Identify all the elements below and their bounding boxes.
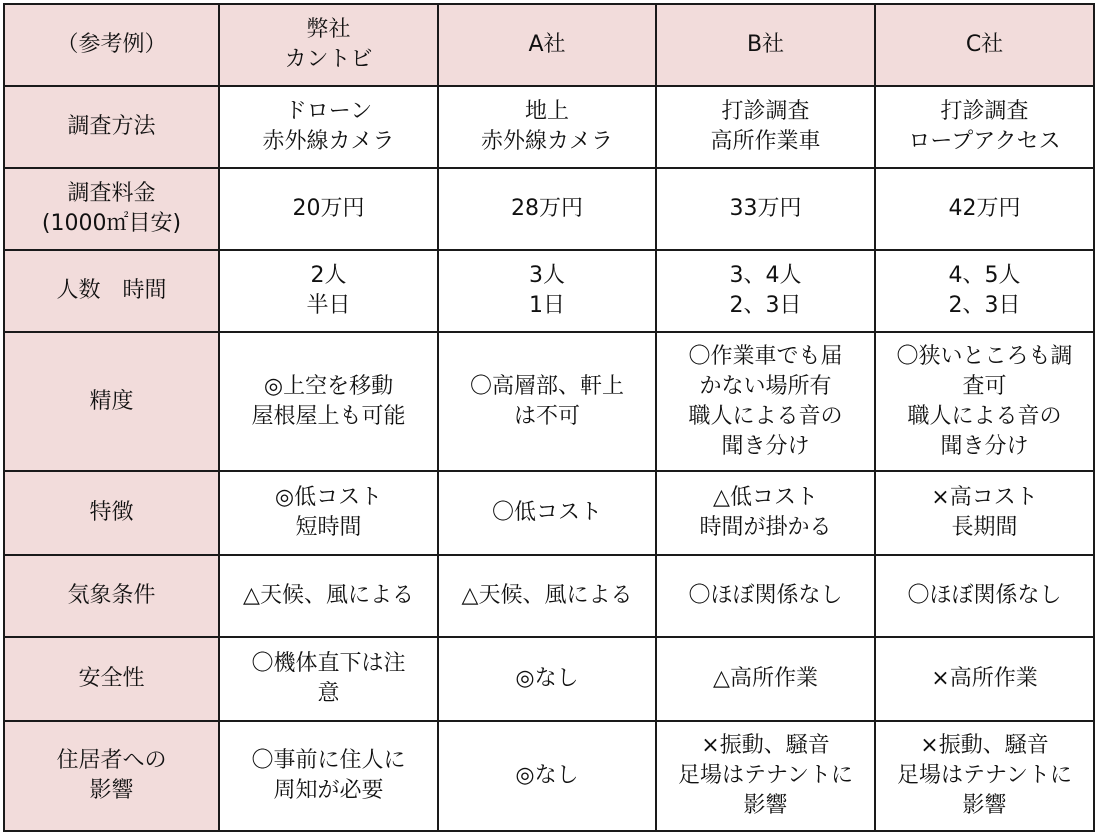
header-company-b: B社 — [656, 4, 875, 86]
row-survey-method — [4, 86, 1094, 168]
cell-a: 〇高層部、軒上 は不可 — [438, 332, 656, 471]
row-label: 気象条件 — [4, 555, 219, 637]
cell-c: 42万円 — [875, 168, 1094, 250]
row-label: 精度 — [4, 332, 219, 471]
row-resident-impact — [4, 721, 1094, 831]
cell-b: 〇作業車でも届 かない場所有 職人による音の 聞き分け — [656, 332, 875, 471]
cell-c: 〇狭いところも調 査可 職人による音の 聞き分け — [875, 332, 1094, 471]
row-staff-time — [4, 250, 1094, 332]
cell-c: 〇ほぼ関係なし — [875, 555, 1094, 637]
row-label: 特徴 — [4, 471, 219, 555]
header-company-kantobi: 弊社 カントビ — [219, 4, 438, 86]
cell-c: 打診調査 ロープアクセス — [875, 86, 1094, 168]
cell-kantobi: 2人 半日 — [219, 250, 438, 332]
cell-a: 28万円 — [438, 168, 656, 250]
cell-a: 3人 1日 — [438, 250, 656, 332]
cell-c: ×高所作業 — [875, 637, 1094, 721]
cell-kantobi: ◎上空を移動 屋根屋上も可能 — [219, 332, 438, 471]
cell-b: △低コスト 時間が掛かる — [656, 471, 875, 555]
row-label: 人数 時間 — [4, 250, 219, 332]
cell-a: 〇低コスト — [438, 471, 656, 555]
cell-a: ◎なし — [438, 721, 656, 831]
row-label: 住居者への 影響 — [4, 721, 219, 831]
cell-a: ◎なし — [438, 637, 656, 721]
comparison-table-wrapper — [3, 3, 1095, 832]
cell-kantobi: △天候、風による — [219, 555, 438, 637]
row-label: 調査方法 — [4, 86, 219, 168]
header-company-c: C社 — [875, 4, 1094, 86]
row-weather — [4, 555, 1094, 637]
row-accuracy — [4, 332, 1094, 471]
cell-kantobi: 〇事前に住人に 周知が必要 — [219, 721, 438, 831]
cell-b: △高所作業 — [656, 637, 875, 721]
cell-c: ×振動、騒音 足場はテナントに 影響 — [875, 721, 1094, 831]
cell-c: ×高コスト 長期間 — [875, 471, 1094, 555]
row-label: 調査料金 (1000㎡目安) — [4, 168, 219, 250]
header-example-cell: （参考例） — [4, 4, 219, 86]
row-safety — [4, 637, 1094, 721]
cell-b: ×振動、騒音 足場はテナントに 影響 — [656, 721, 875, 831]
cell-a: 地上 赤外線カメラ — [438, 86, 656, 168]
header-row — [4, 4, 1094, 86]
cell-b: 3、4人 2、3日 — [656, 250, 875, 332]
comparison-table — [3, 3, 1095, 832]
cell-b: 〇ほぼ関係なし — [656, 555, 875, 637]
cell-kantobi: ドローン 赤外線カメラ — [219, 86, 438, 168]
row-label: 安全性 — [4, 637, 219, 721]
cell-a: △天候、風による — [438, 555, 656, 637]
cell-kantobi: 〇機体直下は注 意 — [219, 637, 438, 721]
header-company-a: A社 — [438, 4, 656, 86]
row-survey-fee — [4, 168, 1094, 250]
cell-kantobi: ◎低コスト 短時間 — [219, 471, 438, 555]
cell-kantobi: 20万円 — [219, 168, 438, 250]
cell-b: 打診調査 高所作業車 — [656, 86, 875, 168]
cell-c: 4、5人 2、3日 — [875, 250, 1094, 332]
cell-b: 33万円 — [656, 168, 875, 250]
row-features — [4, 471, 1094, 555]
